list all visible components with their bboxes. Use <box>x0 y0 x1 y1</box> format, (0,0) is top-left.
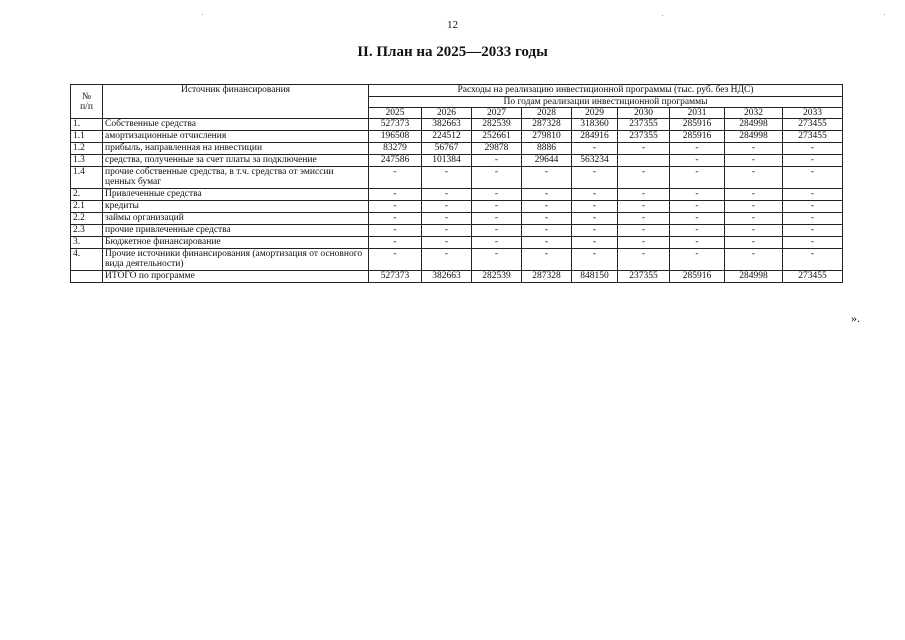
value-cell-2025: - <box>369 189 422 201</box>
value-cell-2026: 56767 <box>422 143 472 155</box>
value-cell-2030 <box>618 155 670 167</box>
value-cell-2033: - <box>783 167 843 189</box>
value-cell-2025: 527373 <box>369 119 422 131</box>
value-cell-2025: 247586 <box>369 155 422 167</box>
value-cell-2030: - <box>618 249 670 271</box>
value-cell-2033: - <box>783 189 843 201</box>
value-cell-2026: - <box>422 189 472 201</box>
table-row <box>71 271 843 283</box>
year-header-2026: 2026 <box>422 108 472 119</box>
year-header-2031: 2031 <box>670 108 725 119</box>
value-cell-2031: - <box>670 213 725 225</box>
value-cell-2029: - <box>572 201 618 213</box>
value-cell-2030: - <box>618 237 670 249</box>
value-cell-2029: - <box>572 143 618 155</box>
value-cell-2029: - <box>572 237 618 249</box>
year-header-2030: 2030 <box>618 108 670 119</box>
value-cell-2031: - <box>670 155 725 167</box>
value-cell-2032: - <box>725 225 783 237</box>
value-cell-2028: - <box>522 249 572 271</box>
table-row <box>71 167 843 189</box>
row-source: Прочие источники финансирования (амортизация от основного вида деятельности) <box>103 249 369 271</box>
row-source: прочие привлеченные средства <box>103 225 369 237</box>
value-cell-2028: - <box>522 201 572 213</box>
year-header-2029: 2029 <box>572 108 618 119</box>
value-cell-2031: - <box>670 249 725 271</box>
value-cell-2027: 29878 <box>472 143 522 155</box>
value-cell-2029: - <box>572 249 618 271</box>
row-source: ИТОГО по программе <box>103 271 369 283</box>
value-cell-2025: - <box>369 237 422 249</box>
value-cell-2032: - <box>725 155 783 167</box>
value-cell-2031: - <box>670 189 725 201</box>
row-source: прочие собственные средства, в т.ч. средства от эмиссии ценных бумаг <box>103 167 369 189</box>
value-cell-2027: - <box>472 237 522 249</box>
value-cell-2025: 527373 <box>369 271 422 283</box>
value-cell-2033: 273455 <box>783 119 843 131</box>
value-cell-2031: - <box>670 237 725 249</box>
value-cell-2026: 101384 <box>422 155 472 167</box>
row-source: средства, полученные за счет платы за подключение <box>103 155 369 167</box>
value-cell-2027: - <box>472 189 522 201</box>
value-cell-2032: - <box>725 249 783 271</box>
row-number: 1. <box>71 119 103 131</box>
row-number: 2. <box>71 189 103 201</box>
header-expenses: Расходы на реализацию инвестиционной программы (тыс. руб. без НДС) <box>369 85 843 97</box>
value-cell-2025: - <box>369 225 422 237</box>
value-cell-2025: - <box>369 213 422 225</box>
closing-quote: ». <box>851 311 860 325</box>
value-cell-2033: - <box>783 143 843 155</box>
value-cell-2030: 237355 <box>618 271 670 283</box>
value-cell-2033: - <box>783 237 843 249</box>
value-cell-2029: - <box>572 167 618 189</box>
row-source: Бюджетное финансирование <box>103 237 369 249</box>
row-number: 2.2 <box>71 213 103 225</box>
value-cell-2033: - <box>783 225 843 237</box>
row-number: 3. <box>71 237 103 249</box>
year-header-2028: 2028 <box>522 108 572 119</box>
value-cell-2029: 284916 <box>572 131 618 143</box>
value-cell-2025: 83279 <box>369 143 422 155</box>
row-number: 1.4 <box>71 167 103 189</box>
value-cell-2026: 382663 <box>422 271 472 283</box>
value-cell-2027: - <box>472 213 522 225</box>
row-number: 1.3 <box>71 155 103 167</box>
value-cell-2028: 8886 <box>522 143 572 155</box>
value-cell-2027: 282539 <box>472 119 522 131</box>
value-cell-2025: - <box>369 167 422 189</box>
value-cell-2032: 284998 <box>725 271 783 283</box>
financing-plan-table <box>70 84 843 283</box>
value-cell-2029: 848150 <box>572 271 618 283</box>
value-cell-2028: - <box>522 237 572 249</box>
table-row <box>71 189 843 201</box>
row-source: Собственные средства <box>103 119 369 131</box>
value-cell-2031: 285916 <box>670 131 725 143</box>
value-cell-2026: 382663 <box>422 119 472 131</box>
value-cell-2030: - <box>618 213 670 225</box>
value-cell-2033: 273455 <box>783 271 843 283</box>
value-cell-2030: - <box>618 167 670 189</box>
value-cell-2029: - <box>572 225 618 237</box>
value-cell-2031: - <box>670 143 725 155</box>
value-cell-2028: - <box>522 213 572 225</box>
value-cell-2033: - <box>783 201 843 213</box>
value-cell-2028: - <box>522 189 572 201</box>
value-cell-2025: - <box>369 201 422 213</box>
row-number: 1.2 <box>71 143 103 155</box>
value-cell-2031: - <box>670 225 725 237</box>
value-cell-2027: - <box>472 249 522 271</box>
value-cell-2027: - <box>472 201 522 213</box>
value-cell-2029: 318360 <box>572 119 618 131</box>
table-row <box>71 237 843 249</box>
value-cell-2027: 282539 <box>472 271 522 283</box>
table-row <box>71 249 843 271</box>
header-number <box>71 85 103 119</box>
table-row <box>71 143 843 155</box>
value-cell-2032: 284998 <box>725 131 783 143</box>
value-cell-2032: - <box>725 237 783 249</box>
header-number-line2: п/п <box>80 101 93 112</box>
row-number: 2.3 <box>71 225 103 237</box>
value-cell-2032: - <box>725 201 783 213</box>
header-source: Источник финансирования <box>103 85 369 119</box>
value-cell-2026: 224512 <box>422 131 472 143</box>
value-cell-2030: - <box>618 225 670 237</box>
value-cell-2026: - <box>422 249 472 271</box>
value-cell-2025: - <box>369 249 422 271</box>
value-cell-2027: 252661 <box>472 131 522 143</box>
header-by-years: По годам реализации инвестиционной программы <box>369 97 843 108</box>
value-cell-2027: - <box>472 167 522 189</box>
row-number: 1.1 <box>71 131 103 143</box>
year-header-2025: 2025 <box>369 108 422 119</box>
value-cell-2027: - <box>472 225 522 237</box>
value-cell-2030: 237355 <box>618 119 670 131</box>
value-cell-2031: - <box>670 167 725 189</box>
value-cell-2026: - <box>422 225 472 237</box>
year-header-2033: 2033 <box>783 108 843 119</box>
value-cell-2032: 284998 <box>725 119 783 131</box>
value-cell-2028: 279810 <box>522 131 572 143</box>
value-cell-2030: - <box>618 189 670 201</box>
page-number: 12 <box>447 19 458 31</box>
value-cell-2033: - <box>783 249 843 271</box>
row-source: кредиты <box>103 201 369 213</box>
value-cell-2025: 196508 <box>369 131 422 143</box>
row-source: Привлеченные средства <box>103 189 369 201</box>
year-header-2032: 2032 <box>725 108 783 119</box>
table-row <box>71 225 843 237</box>
value-cell-2029: - <box>572 189 618 201</box>
table-row <box>71 119 843 131</box>
value-cell-2033: - <box>783 155 843 167</box>
value-cell-2027: - <box>472 155 522 167</box>
value-cell-2031: 285916 <box>670 271 725 283</box>
value-cell-2031: 285916 <box>670 119 725 131</box>
row-source: займы организаций <box>103 213 369 225</box>
value-cell-2029: 563234 <box>572 155 618 167</box>
value-cell-2029: - <box>572 213 618 225</box>
value-cell-2033: 273455 <box>783 131 843 143</box>
value-cell-2032: - <box>725 143 783 155</box>
value-cell-2026: - <box>422 237 472 249</box>
row-number: 4. <box>71 249 103 271</box>
value-cell-2033: - <box>783 213 843 225</box>
header-number-line1: № <box>81 91 92 102</box>
value-cell-2030: 237355 <box>618 131 670 143</box>
row-source: амортизационные отчисления <box>103 131 369 143</box>
year-header-2027: 2027 <box>472 108 522 119</box>
value-cell-2026: - <box>422 201 472 213</box>
value-cell-2030: - <box>618 143 670 155</box>
value-cell-2031: - <box>670 201 725 213</box>
table-row <box>71 213 843 225</box>
table-row <box>71 131 843 143</box>
value-cell-2032: - <box>725 189 783 201</box>
row-number <box>71 271 103 283</box>
value-cell-2030: - <box>618 201 670 213</box>
value-cell-2028: 29644 <box>522 155 572 167</box>
value-cell-2026: - <box>422 213 472 225</box>
value-cell-2028: - <box>522 225 572 237</box>
row-source: прибыль, направленная на инвестиции <box>103 143 369 155</box>
value-cell-2026: - <box>422 167 472 189</box>
value-cell-2028: 287328 <box>522 119 572 131</box>
value-cell-2028: - <box>522 167 572 189</box>
value-cell-2028: 287328 <box>522 271 572 283</box>
value-cell-2032: - <box>725 167 783 189</box>
table-row <box>71 155 843 167</box>
page-title: II. План на 2025—2033 годы <box>357 44 548 60</box>
table-row <box>71 201 843 213</box>
row-number: 2.1 <box>71 201 103 213</box>
value-cell-2032: - <box>725 213 783 225</box>
